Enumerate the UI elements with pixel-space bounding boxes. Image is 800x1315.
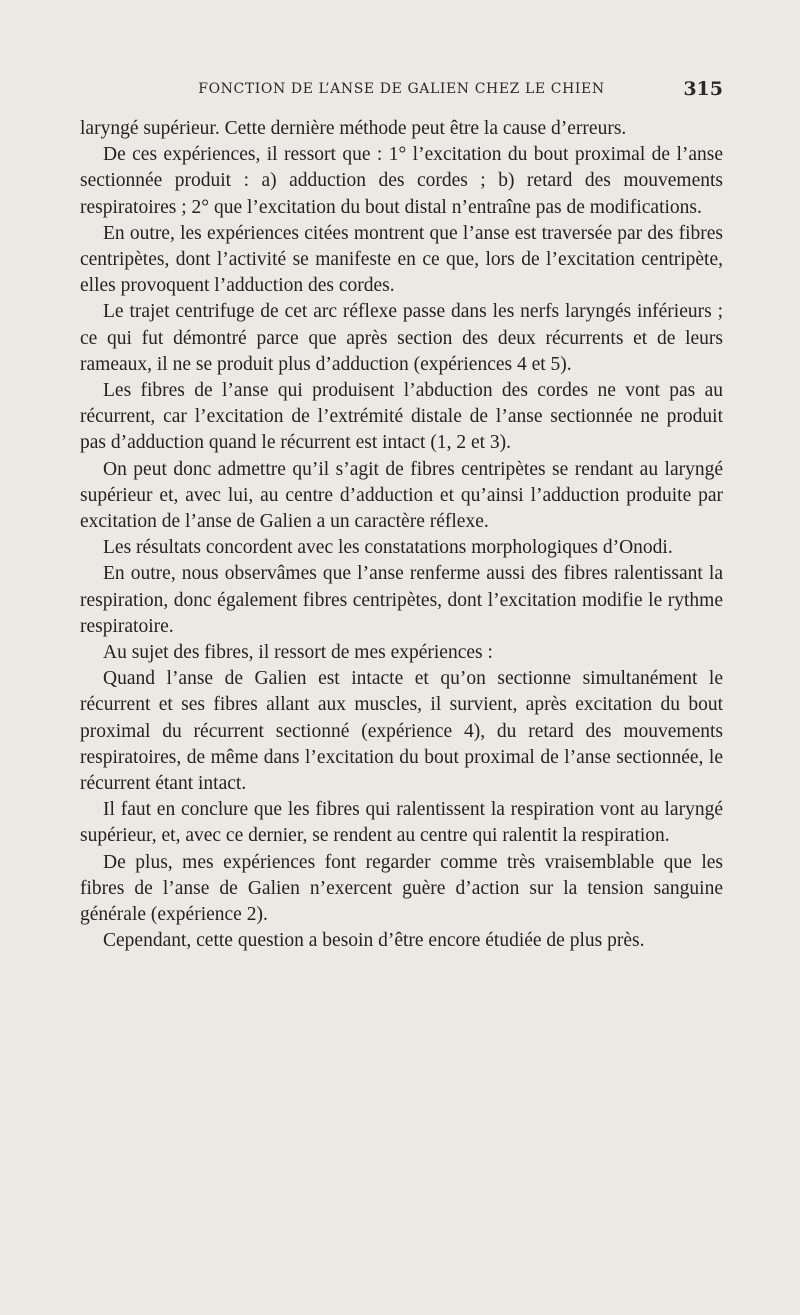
- paragraph-fibres-intro: Au sujet des fibres, il ressort de mes expériences :: [103, 642, 493, 664]
- running-title: FONCTION DE L’ANSE DE GALIEN CHEZ LE CHIEN: [198, 81, 605, 97]
- paragraph-further-study: Cependant, cette question a besoin d’être encore étudiée de plus près.: [103, 930, 645, 952]
- paragraph-blood-pressure: De plus, mes expériences font regarder comme très vraisemblable que les fibres de l’anse de Galien n’exercent guère d’action sur la tension sanguine générale (expérience 2).: [80, 851, 723, 926]
- paragraph-conclusion: Il faut en conclure que les fibres qui ralentissent la respiration vont au laryngé supérieur, et, avec ce dernier, se rendent au centre qui ralentit la respiration.: [80, 799, 723, 847]
- running-head: [80, 78, 723, 102]
- paragraph-respiration-fibres: En outre, nous observâmes que l’anse renferme aussi des fibres ralentissant la respiration, donc également fibres centripètes, dont l’excitation modifie le rythme respiratoire.: [80, 563, 723, 637]
- paragraph-continuation: laryngé supérieur. Cette dernière méthode peut être la cause d’erreurs.: [80, 118, 627, 139]
- page-number: 315: [683, 78, 723, 100]
- paragraph-onodi: Les résultats concordent avec les constatations morphologiques d’Onodi.: [103, 537, 673, 559]
- paragraph-centripetal-fibres: En outre, les expériences citées montrent que l’anse est traversée par des fibres centripètes, dont l’activité se manifeste en ce que, lors de l’excitation centripète, elles provoquent l’adduction des cordes.: [80, 222, 723, 297]
- paragraph-reflex-character: On peut donc admettre qu’il s’agit de fibres centripètes se rendant au laryngé supérieur et, avec lui, au centre d’adduction et qu’ainsi l’adduction produite par excitation de l’anse de Galien a un caractère réflexe.: [80, 458, 723, 533]
- paragraph-abduction-fibres: Les fibres de l’anse qui produisent l’abduction des cordes ne vont pas au récurrent, car l’excitation de l’extrémité distale de l’anse sectionnée ne produit pas d’adduction quand le récurrent est intact (1, 2 et 3).: [80, 380, 723, 454]
- paragraph-intact-anse: Quand l’anse de Galien est intacte et qu’on sectionne simultanément le récurrent et ses fibres allant aux muscles, il survient, après excitation du bout proximal du récurrent sectionné (expérience 4), du retard des mouvements respiratoires, de même dans l’excitation du bout proximal de l’anse sectionnée, le récurrent étant intact.: [80, 668, 723, 795]
- paragraph-experiment-results: De ces expériences, il ressort que : 1° l’excitation du bout proximal de l’anse sectionnée produit : a) adduction des cordes ; b) retard des mouvements respiratoires ; 2° que l’excitation du bout distal n’entraîne pas de modifications.: [80, 144, 723, 218]
- body-text: [80, 116, 723, 955]
- paragraph-centrifugal-path: Le trajet centrifuge de cet arc réflexe passe dans les nerfs laryngés inférieurs ; ce qui fut démontré parce que après section des deux récurrents et de leurs rameaux, il ne se produit plus d’adduction (expériences 4 et 5).: [80, 301, 723, 375]
